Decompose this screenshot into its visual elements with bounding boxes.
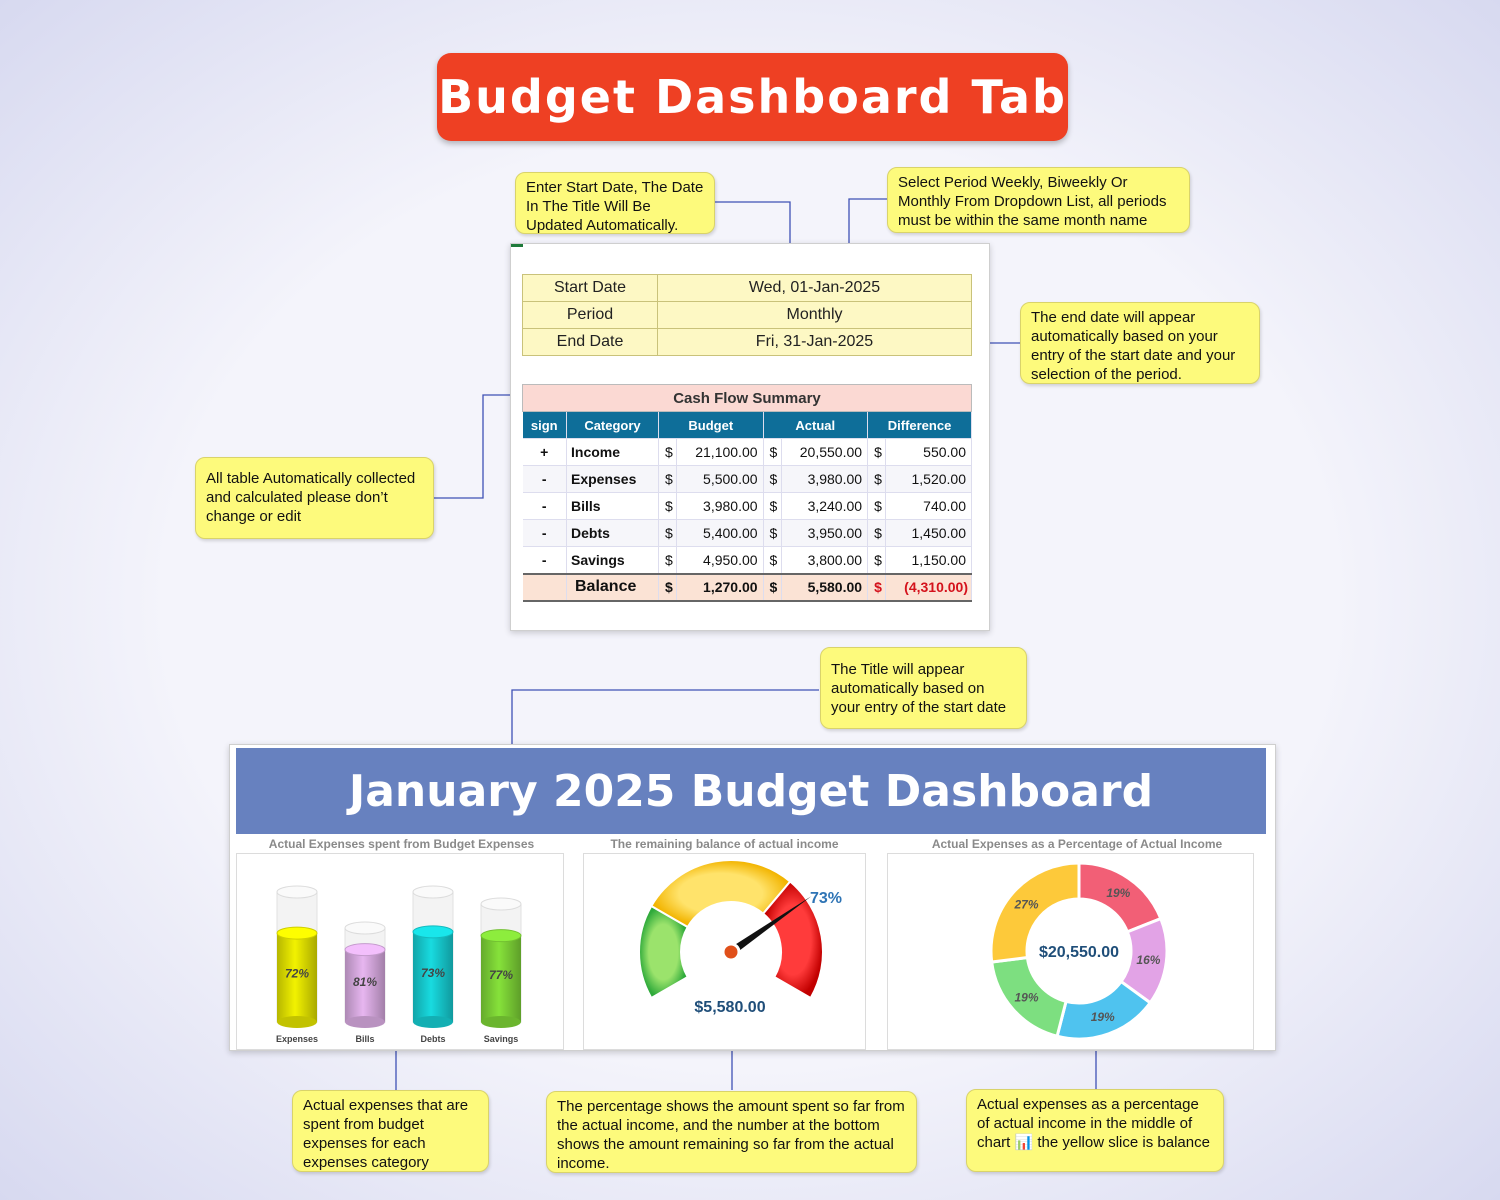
note-period: Select Period Weekly, Biweekly Or Monthly From Dropdown List, all periods must be within the same month name bbox=[887, 167, 1190, 233]
note-end-date: The end date will appear automatically based on your entry of the start date and your selection of the period. bbox=[1020, 302, 1260, 384]
start-date-label: Start Date bbox=[523, 275, 658, 302]
currency-symbol: $ bbox=[659, 493, 677, 520]
table-row bbox=[523, 493, 972, 520]
balance-budget: 1,270.00 bbox=[677, 574, 764, 601]
row-sign: - bbox=[523, 547, 567, 574]
dashboard-title: January 2025 Budget Dashboard bbox=[236, 748, 1266, 834]
row-budget: 5,400.00 bbox=[677, 520, 764, 547]
row-category: Savings bbox=[567, 547, 659, 574]
table-row bbox=[523, 547, 972, 574]
gauge-chart-box bbox=[583, 853, 866, 1050]
note-table: All table Automatically collected and calculated please don’t change or edit bbox=[195, 457, 434, 539]
fill-top bbox=[413, 926, 453, 938]
row-budget: 21,100.00 bbox=[677, 439, 764, 466]
currency-symbol: $ bbox=[763, 439, 781, 466]
row-actual: 20,550.00 bbox=[781, 439, 868, 466]
row-sign: - bbox=[523, 520, 567, 547]
period-label: Period bbox=[523, 302, 658, 329]
currency-symbol: $ bbox=[659, 574, 677, 601]
cash-flow-table bbox=[522, 384, 972, 602]
row-category: Debts bbox=[567, 520, 659, 547]
currency-symbol: $ bbox=[763, 493, 781, 520]
balance-difference: (4,310.00) bbox=[886, 574, 972, 601]
header-difference: Difference bbox=[868, 412, 972, 439]
cylinder-base bbox=[277, 1016, 317, 1028]
currency-symbol: $ bbox=[659, 520, 677, 547]
note-bar-chart: Actual expenses that are spent from budget expenses for each expenses category bbox=[292, 1090, 489, 1172]
row-category: Bills bbox=[567, 493, 659, 520]
tick-label-debts: Debts bbox=[420, 1034, 446, 1044]
donut-chart bbox=[888, 854, 1253, 1049]
currency-symbol: $ bbox=[659, 439, 677, 466]
tick-label-expenses: Expenses bbox=[275, 1034, 319, 1044]
row-actual: 3,980.00 bbox=[781, 466, 868, 493]
note-start-date: Enter Start Date, The Date In The Title Will Be Updated Automatically. bbox=[515, 172, 715, 234]
row-difference: 1,520.00 bbox=[886, 466, 972, 493]
balance-label: Balance bbox=[567, 574, 659, 601]
balance-row bbox=[523, 574, 972, 601]
donut-slice-label: 19% bbox=[1014, 990, 1039, 1005]
gauge-chart-caption: The remaining balance of actual income bbox=[610, 837, 839, 851]
bar-data-label: 73% bbox=[420, 965, 446, 980]
cylinder-base bbox=[481, 1016, 521, 1028]
currency-symbol: $ bbox=[868, 439, 886, 466]
donut-slice-label: 16% bbox=[1136, 952, 1161, 967]
bar-chart-box bbox=[236, 853, 564, 1050]
balance-sign-empty bbox=[523, 574, 567, 601]
cylinder-top bbox=[413, 886, 453, 898]
cash-flow-title: Cash Flow Summary bbox=[523, 385, 972, 412]
donut-slice-label: 27% bbox=[1014, 897, 1039, 912]
currency-symbol: $ bbox=[659, 466, 677, 493]
currency-symbol: $ bbox=[659, 547, 677, 574]
fill-top bbox=[345, 944, 385, 956]
row-difference: 1,450.00 bbox=[886, 520, 972, 547]
cylinder-top bbox=[345, 922, 385, 934]
dashboard-panel bbox=[229, 744, 1276, 1051]
period-dropdown[interactable]: Monthly bbox=[658, 302, 972, 329]
start-date-input[interactable]: Wed, 01-Jan-2025 bbox=[658, 275, 972, 302]
note-gauge-chart: The percentage shows the amount spent so far from the actual income, and the number at the bottom shows the amount remaining so far from the actual income. bbox=[546, 1091, 917, 1173]
table-row bbox=[523, 520, 972, 547]
bar-data-label: 81% bbox=[352, 974, 378, 989]
row-category: Income bbox=[567, 439, 659, 466]
end-date-label: End Date bbox=[523, 329, 658, 356]
note-donut-chart: Actual expenses as a percentage of actual income in the middle of chart 📊 the yellow slice is balance bbox=[966, 1089, 1224, 1172]
currency-symbol: $ bbox=[868, 466, 886, 493]
donut-chart-caption: Actual Expenses as a Percentage of Actual Income bbox=[931, 837, 1223, 851]
row-actual: 3,800.00 bbox=[781, 547, 868, 574]
gauge-value-label: 73% bbox=[810, 890, 843, 907]
row-budget: 4,950.00 bbox=[677, 547, 764, 574]
currency-symbol: $ bbox=[763, 547, 781, 574]
currency-symbol: $ bbox=[868, 574, 886, 601]
row-actual: 3,240.00 bbox=[781, 493, 868, 520]
tick-label-bills: Bills bbox=[355, 1034, 375, 1044]
currency-symbol: $ bbox=[763, 466, 781, 493]
currency-symbol: $ bbox=[868, 547, 886, 574]
donut-slice-label: 19% bbox=[1106, 886, 1131, 901]
bar-chart-caption: Actual Expenses spent from Budget Expenses bbox=[268, 837, 535, 851]
header-actual: Actual bbox=[763, 412, 868, 439]
bar-data-label: 72% bbox=[284, 966, 310, 981]
cylinder-base bbox=[345, 1016, 385, 1028]
end-date-value: Fri, 31-Jan-2025 bbox=[658, 329, 972, 356]
currency-symbol: $ bbox=[868, 493, 886, 520]
fill-top bbox=[481, 930, 521, 942]
donut-chart-box bbox=[887, 853, 1254, 1050]
date-info-table bbox=[522, 274, 972, 356]
note-title: The Title will appear automatically based on your entry of the start date bbox=[820, 647, 1027, 729]
currency-symbol: $ bbox=[763, 520, 781, 547]
page-banner-title: Budget Dashboard Tab bbox=[437, 53, 1068, 141]
bar-chart bbox=[237, 854, 563, 1049]
header-budget: Budget bbox=[659, 412, 764, 439]
row-sign: + bbox=[523, 439, 567, 466]
gauge-bottom-label: $5,580.00 bbox=[694, 999, 766, 1016]
table-row bbox=[523, 439, 972, 466]
currency-symbol: $ bbox=[868, 520, 886, 547]
row-budget: 5,500.00 bbox=[677, 466, 764, 493]
spreadsheet-panel bbox=[510, 243, 990, 631]
cylinder-base bbox=[413, 1016, 453, 1028]
gauge-needle-hub bbox=[723, 944, 739, 960]
donut-center-label: $20,550.00 bbox=[1038, 944, 1120, 961]
row-difference: 1,150.00 bbox=[886, 547, 972, 574]
cylinder-top bbox=[481, 898, 521, 910]
bar-data-label: 77% bbox=[488, 967, 514, 982]
row-sign: - bbox=[523, 493, 567, 520]
currency-symbol: $ bbox=[763, 574, 781, 601]
row-actual: 3,950.00 bbox=[781, 520, 868, 547]
gauge-chart bbox=[584, 854, 865, 1049]
fill-top bbox=[277, 927, 317, 939]
tick-label-savings: Savings bbox=[483, 1034, 519, 1044]
balance-actual: 5,580.00 bbox=[781, 574, 868, 601]
row-sign: - bbox=[523, 466, 567, 493]
row-budget: 3,980.00 bbox=[677, 493, 764, 520]
cell-cursor-mark bbox=[511, 244, 523, 247]
row-category: Expenses bbox=[567, 466, 659, 493]
cylinder-top bbox=[277, 886, 317, 898]
row-difference: 550.00 bbox=[886, 439, 972, 466]
table-row bbox=[523, 466, 972, 493]
donut-slice-label: 19% bbox=[1090, 1009, 1115, 1024]
header-sign: sign bbox=[523, 412, 567, 439]
header-category: Category bbox=[567, 412, 659, 439]
row-difference: 740.00 bbox=[886, 493, 972, 520]
